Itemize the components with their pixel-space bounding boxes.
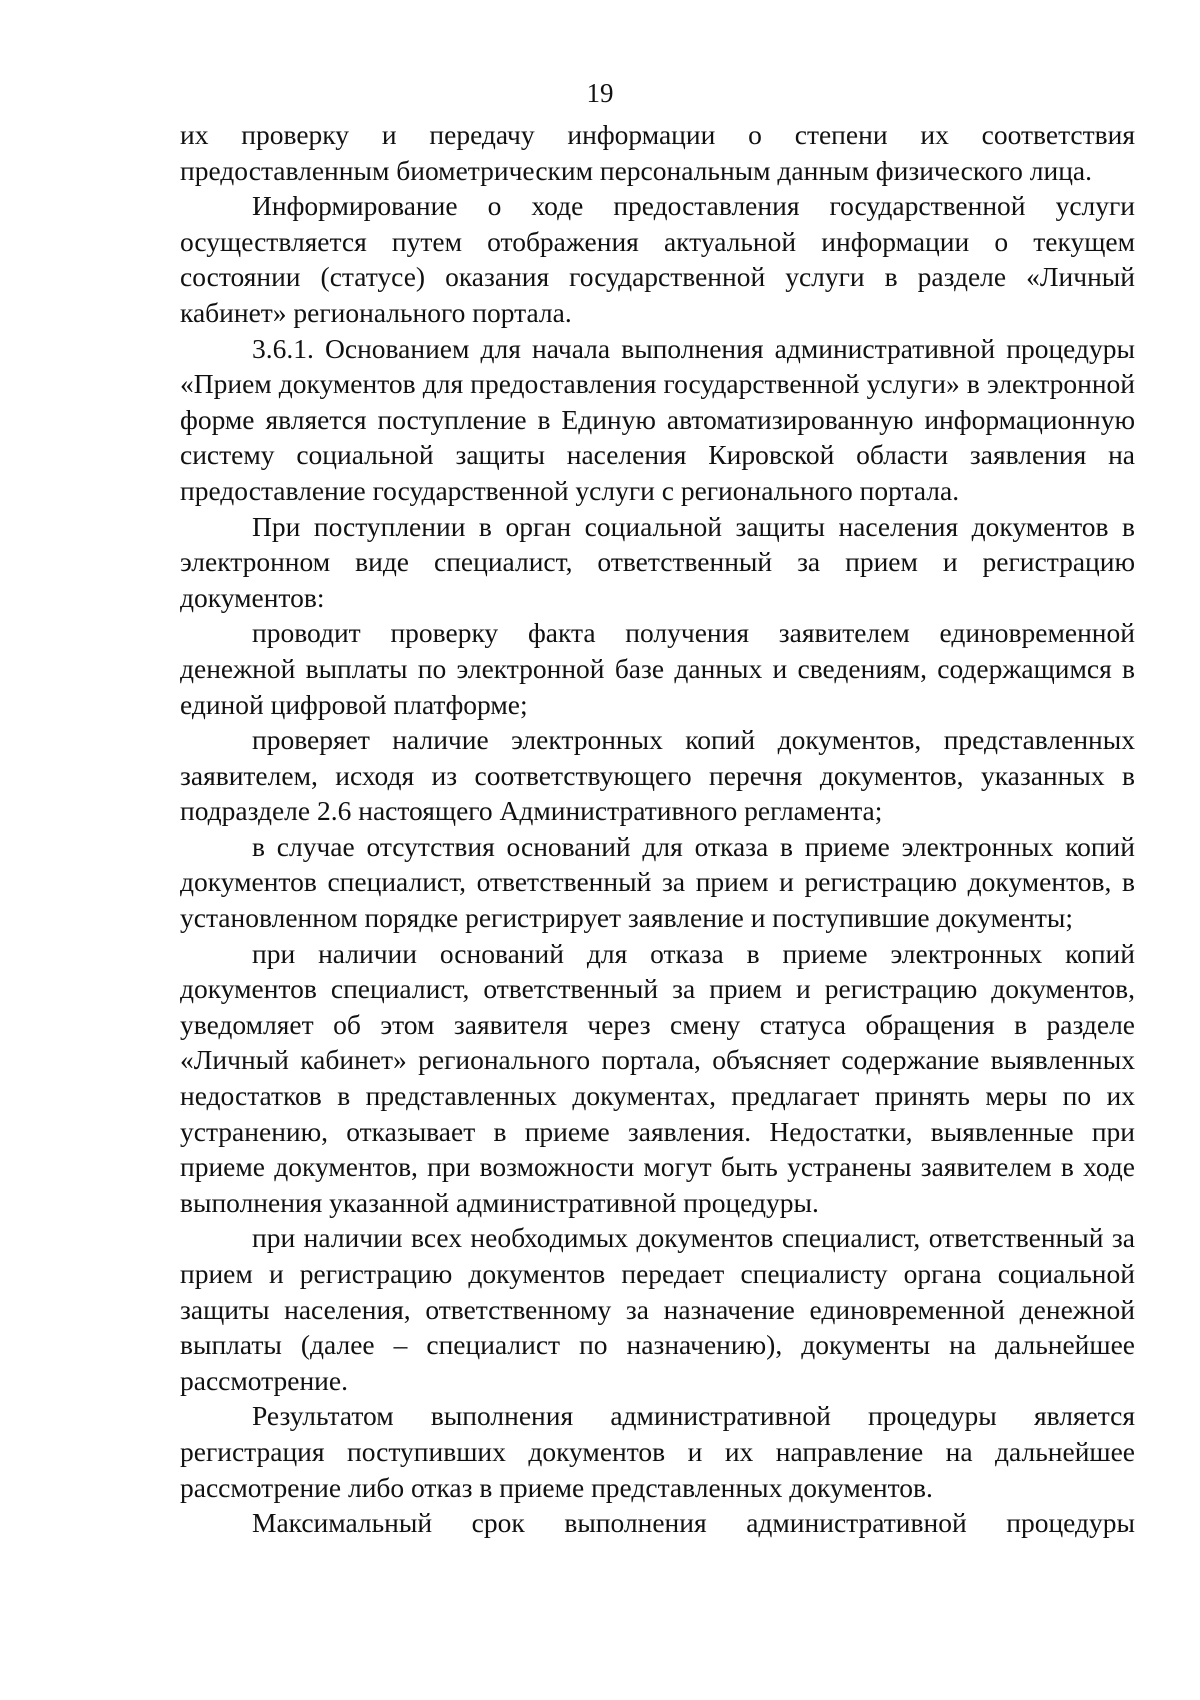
paragraph-refusal-grounds: при наличии оснований для отказа в приеме электронных копий документов специалист, ответственный за прием и регистрацию документов, уведомляет об этом заявителя через смену статуса обращения в разделе «Личный кабинет» регионального портала, объясняет содержание выявленных недостатков в представленных документах, предлагает принять меры по их устранению, отказывает в приеме заявления. Недостатки, выявленные при приеме документов, при возможности могут быть устранены заявителем в ходе выполнения указанной административной процедуры. — [180, 937, 1135, 1218]
paragraph-status-informing: Информирование о ходе предоставления государственной услуги осуществляется путем отображения актуальной информации о текущем состоянии (статусе) оказания государственной услуги в разделе «Личный кабинет» регионального портала. — [180, 190, 1135, 328]
paragraph-all-documents-present: при наличии всех необходимых документов специалист, ответственный за прием и регистрацию документов передает специалисту органа социальной защиты населения, ответственному за назначение единовременной денежной выплаты (далее – специалист по назначению), документы на дальнейшее рассмотрение. — [180, 1222, 1135, 1396]
paragraph-check-copies: проверяет наличие электронных копий документов, представленных заявителем, исходя из соответствующего перечня документов, указанных в подразделе 2.6 настоящего Административного регламента; — [180, 724, 1135, 827]
document-body — [180, 117, 1135, 1541]
paragraph-3-6-1-basis: 3.6.1. Основанием для начала выполнения административной процедуры «Прием документов для предоставления государственной услуги» в электронной форме является поступление в Единую автоматизированную информационную систему социальной защиты населения Кировской области заявления на предоставление государственной услуги с регионального портала. — [180, 332, 1135, 506]
page-number: 19 — [586, 78, 614, 108]
paragraph-no-refusal-grounds: в случае отсутствия оснований для отказа в приеме электронных копий документов специалист, ответственный за прием и регистрацию документов, в установленном порядке регистрирует заявление и поступившие документы; — [180, 830, 1135, 934]
paragraph-procedure-result: Результатом выполнения административной процедуры является регистрация поступивших документов и их направление на дальнейшее рассмотрение либо отказ в приеме представленных документов. — [180, 1400, 1135, 1503]
paragraph-biometric-check: их проверку и передачу информации о степени их соответствия предоставленным биометрическим персональным данным физического лица. — [180, 119, 1135, 186]
paragraph-max-term: Максимальный срок выполнения административной процедуры — [252, 1507, 1135, 1539]
paragraph-documents-receipt: При поступлении в орган социальной защиты населения документов в электронном виде специалист, ответственный за прием и регистрацию документов: — [180, 510, 1135, 613]
paragraph-check-payment-fact: проводит проверку факта получения заявителем единовременной денежной выплаты по электронной базе данных и сведениям, содержащимся в единой цифровой платформе; — [180, 617, 1135, 720]
